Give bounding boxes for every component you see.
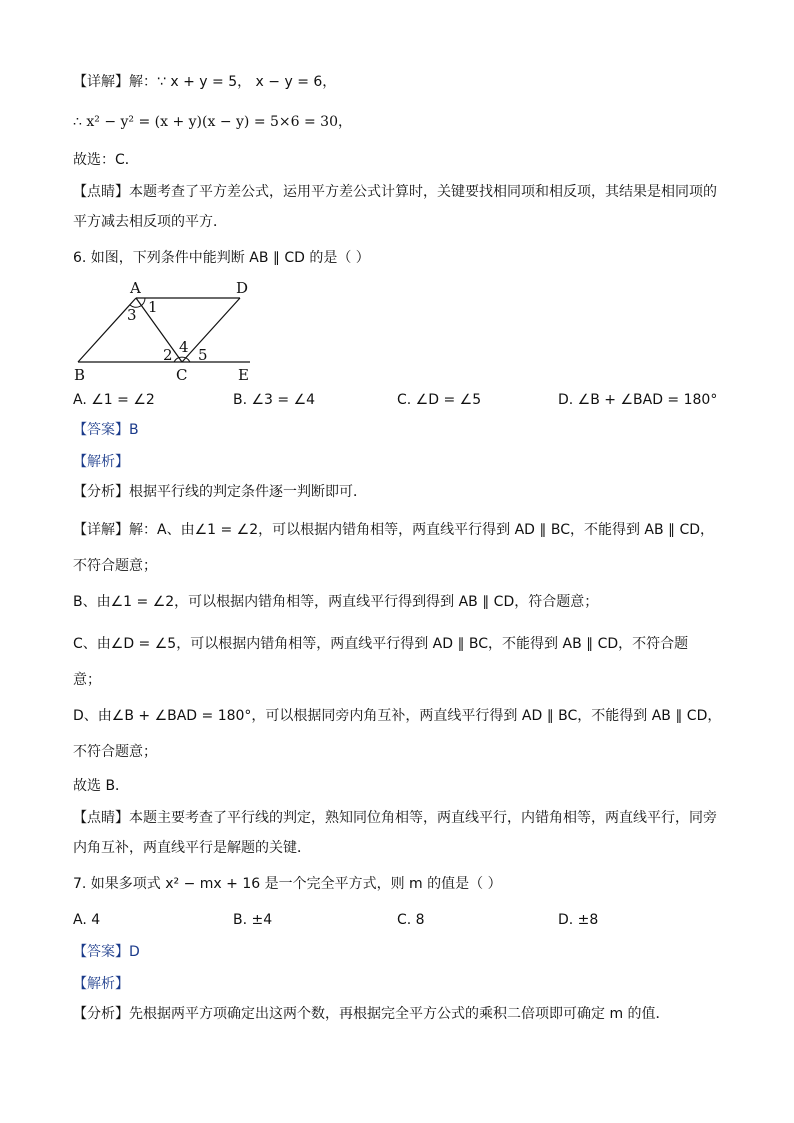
question-6: 6. 如图，下列条件中能判断 AB ∥ CD 的是（ ） — [73, 250, 370, 266]
analysis-7: 【解析】 — [73, 976, 129, 992]
detail-6-2: 不符合题意； — [73, 558, 157, 574]
detail-6-6: D、由∠B + ∠BAD = 180°，可以根据同旁内角互补，两直线平行得到 AD ∥ BC，不能得到 AB ∥ CD， — [73, 708, 722, 724]
analysis-6: 【解析】 — [73, 454, 129, 470]
fenxi-6: 【分析】根据平行线的判定条件逐一判断即可． — [73, 484, 367, 500]
option-7d: D. ±8 — [558, 912, 599, 928]
angle-label-5: 5 — [198, 346, 208, 364]
detail-6-7: 不符合题意； — [73, 744, 157, 760]
note-6-2: 内角互补，两直线平行是解题的关键． — [73, 840, 311, 856]
detail-line-1: 【详解】解：∵ x + y = 5， x − y = 6， — [73, 74, 337, 90]
question-7: 7. 如果多项式 x² − mx + 16 是一个完全平方式，则 m 的值是（ ） — [73, 876, 502, 892]
note-line-1: 【点睛】本题考查了平方差公式，运用平方差公式计算时，关键要找相同项和相反项，其结果是相同项的 — [73, 184, 717, 200]
segment-ac — [136, 298, 182, 362]
label-e: E — [238, 366, 249, 384]
note-6-1: 【点睛】本题主要考查了平行线的判定，熟知同位角相等，两直线平行，内错角相等，两直线平行，同旁 — [73, 810, 717, 826]
segment-cd — [182, 298, 240, 362]
label-d: D — [236, 279, 249, 297]
angle-label-1: 1 — [148, 298, 158, 316]
option-6b: B. ∠3 = ∠4 — [233, 392, 316, 408]
option-6d: D. ∠B + ∠BAD = 180° — [558, 392, 718, 408]
label-a: A — [130, 279, 141, 297]
detail-6-4: C、由∠D = ∠5，可以根据内错角相等，两直线平行得到 AD ∥ BC，不能得到 AB ∥ CD，不符合题 — [73, 636, 689, 652]
label-b: B — [74, 366, 86, 384]
angle-label-3: 3 — [127, 306, 137, 324]
note-line-2: 平方减去相反项的平方． — [73, 214, 227, 230]
geometry-figure — [60, 276, 260, 386]
detail-6-1: 【详解】解：A、由∠1 = ∠2，可以根据内错角相等，两直线平行得到 AD ∥ BC，不能得到 AB ∥ CD， — [73, 522, 715, 538]
choice-line: 故选：C． — [73, 152, 139, 168]
fenxi-7: 【分析】先根据两平方项确定出这两个数，再根据完全平方公式的乘积二倍项即可确定 m 的值． — [73, 1006, 670, 1022]
answer-6: 【答案】B — [73, 422, 139, 438]
answer-7: 【答案】D — [73, 944, 140, 960]
angle-label-4: 4 — [179, 338, 189, 356]
option-7c: C. 8 — [397, 912, 425, 928]
option-6c: C. ∠D = ∠5 — [397, 392, 482, 408]
option-7b: B. ±4 — [233, 912, 273, 928]
label-c: C — [176, 366, 188, 384]
detail-6-3: B、由∠1 = ∠2，可以根据内错角相等，两直线平行得到得到 AB ∥ CD，符合题意； — [73, 594, 599, 610]
detail-line-2: ∴ x² − y² = (x + y)(x − y) = 5×6 = 30， — [73, 114, 352, 130]
detail-6-5: 意； — [73, 672, 101, 688]
detail-6-8: 故选 B． — [73, 778, 130, 794]
angle-label-2: 2 — [163, 346, 173, 364]
option-7a: A. 4 — [73, 912, 101, 928]
option-6a: A. ∠1 = ∠2 — [73, 392, 155, 408]
